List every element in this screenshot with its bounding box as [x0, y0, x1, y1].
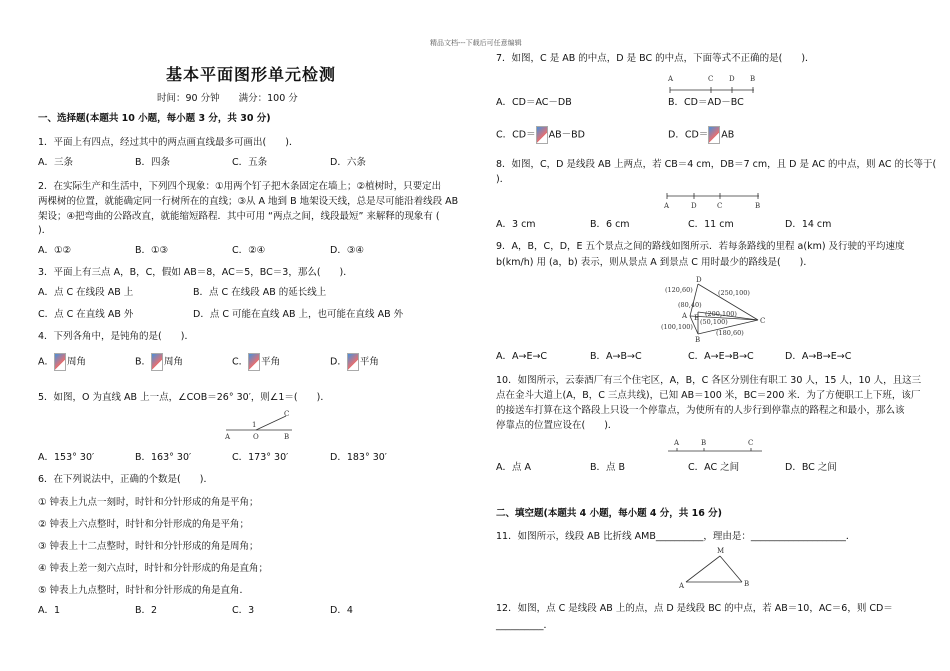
q7-option-c-suffix: AB－BD [548, 129, 585, 141]
q5-label-a: A [225, 433, 231, 441]
q5-text: 5．如图，O 为直线 AB 上一点，∠COB＝26° 30′，则∠1＝( )． [38, 392, 330, 403]
fraction-image-icon [536, 126, 548, 144]
q9-option-c[interactable]: C．A→E→B→C [688, 351, 754, 362]
q9-label-180-60: (180,60) [716, 329, 744, 337]
q6-statement-1: ① 钟表上九点一刻时，时针和分针形成的角是平角； [38, 497, 259, 508]
q7-option-d[interactable] [668, 126, 734, 144]
q8-figure [663, 186, 763, 212]
q10-text-2: 点在金斗大道上(A，B，C 三点共线)，已知 AB＝100 米，BC＝200 米．为了方便职工上下班，该厂 [496, 390, 921, 401]
q1-option-c[interactable]: C．五条 [232, 157, 268, 168]
q8-option-c[interactable]: C．11 cm [688, 219, 734, 230]
q7-option-d-suffix: AB [721, 129, 735, 141]
q10-text-4: 停靠点的位置应设在( )． [496, 420, 618, 431]
fraction-image-icon [151, 353, 163, 371]
fraction-image-icon [347, 353, 359, 371]
q9-label-200-100: (200,100) [705, 310, 737, 318]
fraction-image-icon [248, 353, 260, 371]
q9-label-a: A [682, 312, 688, 320]
page-header: 精品文档---下载后可任意编辑 [430, 39, 522, 47]
q10-label-a: A [674, 439, 680, 447]
q6-option-d[interactable]: D．4 [330, 605, 353, 616]
q6-option-c[interactable]: C．3 [232, 605, 255, 616]
q5-option-d[interactable]: D．183° 30′ [330, 452, 387, 463]
q9-text-2: b(km/h) 用 (a，b) 表示，则从景点 A 到景点 C 用时最少的路线是( )． [496, 257, 813, 268]
q9-label-50-100: (50,100) [700, 318, 728, 326]
q5-label-1: 1 [252, 421, 257, 429]
q7-label-b: B [750, 75, 756, 83]
q10-figure [666, 436, 766, 458]
q7-option-c[interactable] [496, 126, 585, 144]
q9-label-250-100: (250,100) [718, 289, 750, 297]
q2-option-c[interactable]: C．②④ [232, 245, 266, 256]
q7-option-a[interactable]: A．CD＝AC－DB [496, 97, 572, 108]
q9-label-b: B [695, 336, 701, 344]
q2-option-b[interactable]: B．①③ [135, 245, 169, 256]
page-title: 基本平面图形单元检测 [166, 65, 337, 84]
q10-text-3: 的接送车打算在这个路段上只设一个停靠点，为使所有的人步行到停靠点的路程之和最小，那么该 [496, 405, 905, 416]
q6-text: 6．在下列说法中，正确的个数是( )． [38, 474, 213, 485]
q4-option-b[interactable] [135, 353, 183, 371]
q8-text-1: 8．如图，C，D 是线段 AB 上两点，若 CB＝4 cm，DB＝7 cm，且 D 是 AC 的中点，则 AC 的长等于( [496, 159, 937, 170]
fraction-image-icon [708, 126, 720, 144]
q8-label-c: C [717, 202, 723, 210]
q7-option-c-prefix: C．CD＝ [496, 129, 536, 141]
q8-option-a[interactable]: A．3 cm [496, 219, 536, 230]
q1-option-b[interactable]: B．四条 [135, 157, 171, 168]
q9-label-100-100: (100,100) [661, 323, 693, 331]
q12-text-2: __________． [496, 620, 554, 631]
q9-label-d: D [696, 276, 702, 284]
q11-text: 11．如图所示，线段 AB 比折线 AMB__________，理由是：____________________． [496, 531, 856, 542]
q5-option-c[interactable]: C．173° 30′ [232, 452, 289, 463]
fraction-image-icon [54, 353, 66, 371]
q4-option-d-letter: D． [330, 356, 347, 368]
q9-label-e: E [694, 314, 700, 322]
q9-text-1: 9．A，B，C，D，E 五个景点之间的路线如图所示．若每条路线的里程 a(km) 及行驶的平均速度 [496, 241, 905, 252]
q8-label-d: D [691, 202, 697, 210]
q4-option-b-letter: B． [135, 356, 152, 368]
q5-label-b: B [284, 433, 290, 441]
q5-label-o: O [253, 433, 259, 441]
q10-text-1: 10．如图所示，云泰酒厂有三个住宅区，A，B，C 各区分别住有职工 30 人，15 人，10 人，且这三 [496, 375, 922, 386]
q3-option-b[interactable]: B．点 C 在线段 AB 的延长线上 [193, 287, 327, 298]
q9-option-a[interactable]: A．A→E→C [496, 351, 548, 362]
q6-statement-5: ⑤ 钟表上九点整时，时针和分针形成的角是直角． [38, 585, 250, 596]
q8-label-b: B [755, 202, 761, 210]
q6-option-b[interactable]: B．2 [135, 605, 158, 616]
q11-figure [678, 546, 753, 591]
q2-text-4: )． [38, 225, 52, 236]
q4-option-c-letter: C． [232, 356, 249, 368]
q11-label-b: B [744, 580, 750, 588]
q2-option-d[interactable]: D．③④ [330, 245, 364, 256]
q12-text-1: 12．如图，点 C 是线段 AB 上的点，点 D 是线段 BC 的中点，若 AB＝10，AC＝6，则 CD＝ [496, 603, 893, 614]
q11-label-m: M [717, 547, 725, 555]
q6-statement-2: ② 钟表上六点整时，时针和分针形成的角是平角； [38, 519, 250, 530]
q4-option-d-label: 平角 [359, 356, 379, 368]
q6-statement-3: ③ 钟表上十二点整时，时针和分针形成的角是周角； [38, 541, 259, 552]
q4-text: 4．下列各角中，是钝角的是( )． [38, 331, 194, 342]
q8-option-d[interactable]: D．14 cm [785, 219, 832, 230]
q5-option-a[interactable]: A．153° 30′ [38, 452, 95, 463]
q7-option-b[interactable]: B．CD＝AD－BC [668, 97, 744, 108]
q4-option-c-label: 平角 [261, 356, 281, 368]
q10-label-b: B [701, 439, 707, 447]
q5-label-c: C [284, 410, 290, 418]
q3-option-c[interactable]: C．点 C 在直线 AB 外 [38, 309, 134, 320]
q5-option-b[interactable]: B．163° 30′ [135, 452, 192, 463]
q2-text-3: 架设；④把弯曲的公路改直，就能缩短路程．其中可用 “两点之间，线段最短” 来解释的现象有 ( [38, 211, 440, 222]
q7-label-d: D [729, 75, 735, 83]
q3-option-a[interactable]: A．点 C 在线段 AB 上 [38, 287, 134, 298]
q2-text-2: 两棵树的位置，就能确定同一行树所在的直线；③从 A 地到 B 地架设天线，总是尽可能沿着线段 AB [38, 196, 459, 207]
q8-option-b[interactable]: B．6 cm [590, 219, 630, 230]
q9-label-120-60: (120,60) [665, 286, 693, 294]
q4-option-a-letter: A． [38, 356, 54, 368]
q2-option-a[interactable]: A．①② [38, 245, 72, 256]
q4-option-a[interactable] [38, 353, 86, 371]
q7-text: 7．如图，C 是 AB 的中点，D 是 BC 的中点，下面等式不正确的是( )． [496, 53, 815, 64]
q10-option-c[interactable]: C．AC 之间 [688, 462, 740, 473]
q9-figure [660, 276, 770, 344]
q11-label-a: A [679, 582, 685, 590]
q3-text: 3．平面上有三点 A，B，C，假如 AB＝8，AC＝5，BC＝3，那么( )． [38, 267, 353, 278]
q10-option-b[interactable]: B．点 B [590, 462, 626, 473]
q4-option-a-label: 周角 [67, 356, 87, 368]
q4-option-c[interactable] [232, 353, 280, 371]
q1-option-d[interactable]: D．六条 [330, 157, 366, 168]
q9-option-b[interactable]: B．A→B→C [590, 351, 642, 362]
q10-option-a[interactable]: A．点 A [496, 462, 532, 473]
q1-option-a[interactable]: A．三条 [38, 157, 73, 168]
q10-label-c: C [748, 439, 754, 447]
q6-option-a[interactable]: A．1 [38, 605, 61, 616]
q3-option-d[interactable]: D．点 C 可能在直线 AB 上，也可能在直线 AB 外 [193, 309, 404, 320]
q6-statement-4: ④ 钟表上差一刻六点时，时针和分针形成的角是直角； [38, 563, 269, 574]
q2-text-1: 2．在实际生产和生活中，下列四个现象：①用两个钉子把木条固定在墙上；②植树时，只要定出 [38, 181, 442, 192]
q10-option-d[interactable]: D．BC 之间 [785, 462, 837, 473]
q8-text-2: )． [496, 174, 510, 185]
q1-text: 1．平面上有四点，经过其中的两点画直线最多可画出( )． [38, 137, 299, 148]
q8-label-a: A [664, 202, 670, 210]
section-1-heading: 一、选择题(本题共 10 小题，每小题 3 分，共 30 分) [38, 113, 271, 124]
q4-option-d[interactable] [330, 353, 379, 371]
q7-label-c: C [708, 75, 714, 83]
q7-option-d-prefix: D．CD＝ [668, 129, 709, 141]
q9-label-80-40: (80,40) [678, 301, 702, 309]
exam-meta: 时间：90 分钟 满分：100 分 [157, 93, 298, 104]
q7-label-a: A [668, 75, 674, 83]
q9-option-d[interactable]: D．A→B→E→C [785, 351, 852, 362]
section-2-heading: 二、填空题(本题共 4 小题，每小题 4 分，共 16 分) [496, 508, 722, 519]
q4-option-b-label: 周角 [164, 356, 184, 368]
q9-label-c: C [760, 317, 766, 325]
q5-figure [222, 410, 297, 442]
